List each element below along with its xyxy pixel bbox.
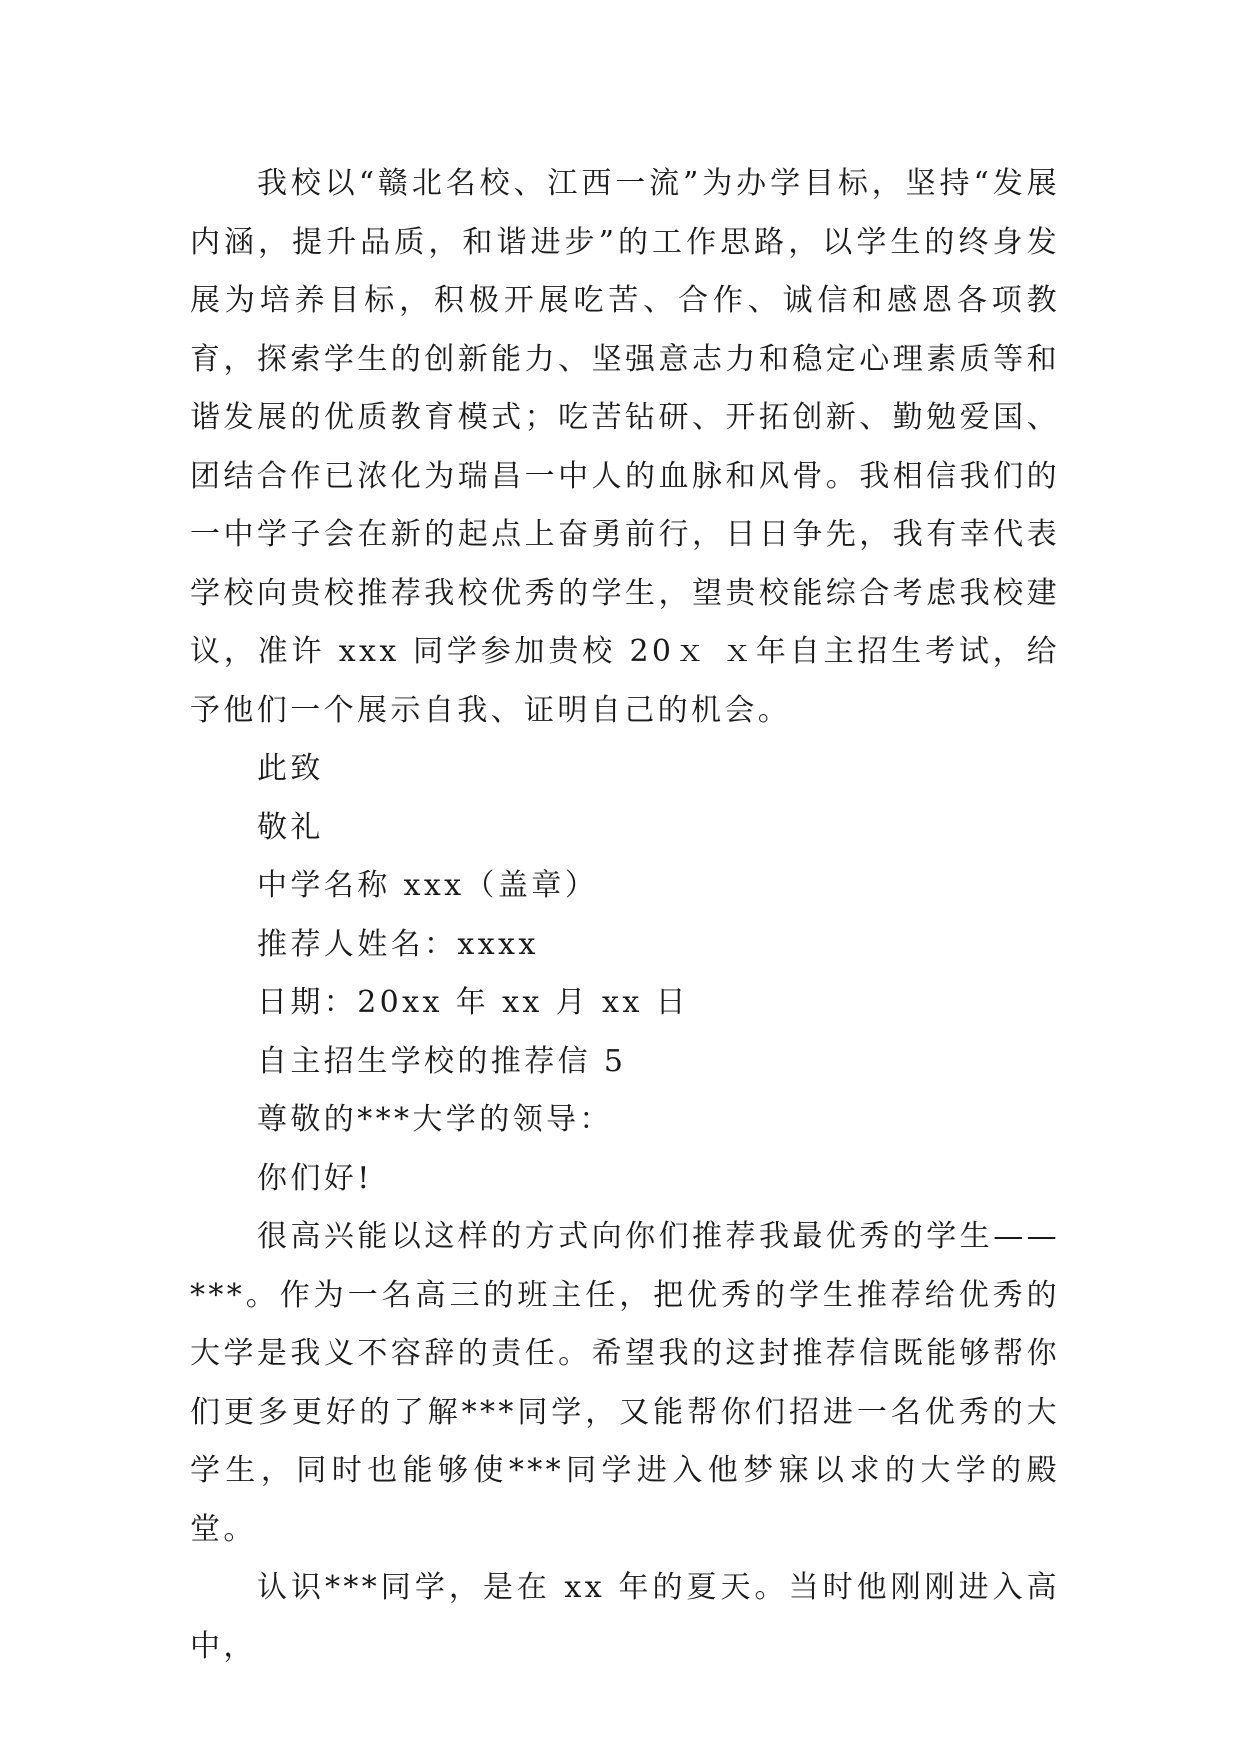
recommender-name-line: 推荐人姓名：xxxx — [257, 926, 539, 962]
paragraph-teacher-intro: 很高兴能以这样的方式向你们推荐我最优秀的学生——***。作为一名高三的班主任，把优秀的学生推荐给优秀的大学是我义不容辞的责任。希望我的这封推荐信既能够帮你们更多更好的了解***同学，又能帮你们招进一名优秀的大学生，同时也能够使***同学进入他梦寐以求的大学的殿堂。 — [190, 1219, 1060, 1547]
date-line: 日期：20xx 年 xx 月 xx 日 — [257, 985, 689, 1020]
closing-jingli: 敬礼 — [257, 809, 324, 845]
greeting: 你们好! — [257, 1160, 373, 1196]
closing-cizhi: 此致 — [257, 751, 324, 786]
letter-title: 自主招生学校的推荐信 5 — [257, 1043, 627, 1079]
paragraph-first-meeting: 认识***同学，是在 xx 年的夏天。当时他刚刚进入高中， — [190, 1570, 1060, 1664]
document-body — [190, 155, 1060, 1676]
paragraph-school-recommendation: 我校以“赣北名校、江西一流”为办学目标，坚持“发展内涵，提升品质，和谐进步”的工作思路，以学生的终身发展为培养目标，积极开展吃苦、合作、诚信和感恩各项教育，探索学生的创新能力、坚强意志力和稳定心理素质等和谐发展的优质教育模式；吃苦钻研、开拓创新、勤勉爱国、团结合作已浓化为瑞昌一中人的血脉和风骨。我相信我们的一中学子会在新的起点上奋勇前行，日日争先，我有幸代表学校向贵校推荐我校优秀的学生，望贵校能综合考虑我校建议，准许 xxx 同学参加贵校 20ｘ ｘ年自主招生考试，给予他们一个展示自我、证明自己的机会。 — [190, 166, 1060, 728]
school-name-line: 中学名称 xxx（盖章） — [257, 868, 599, 903]
salutation: 尊敬的***大学的领导： — [257, 1102, 613, 1137]
